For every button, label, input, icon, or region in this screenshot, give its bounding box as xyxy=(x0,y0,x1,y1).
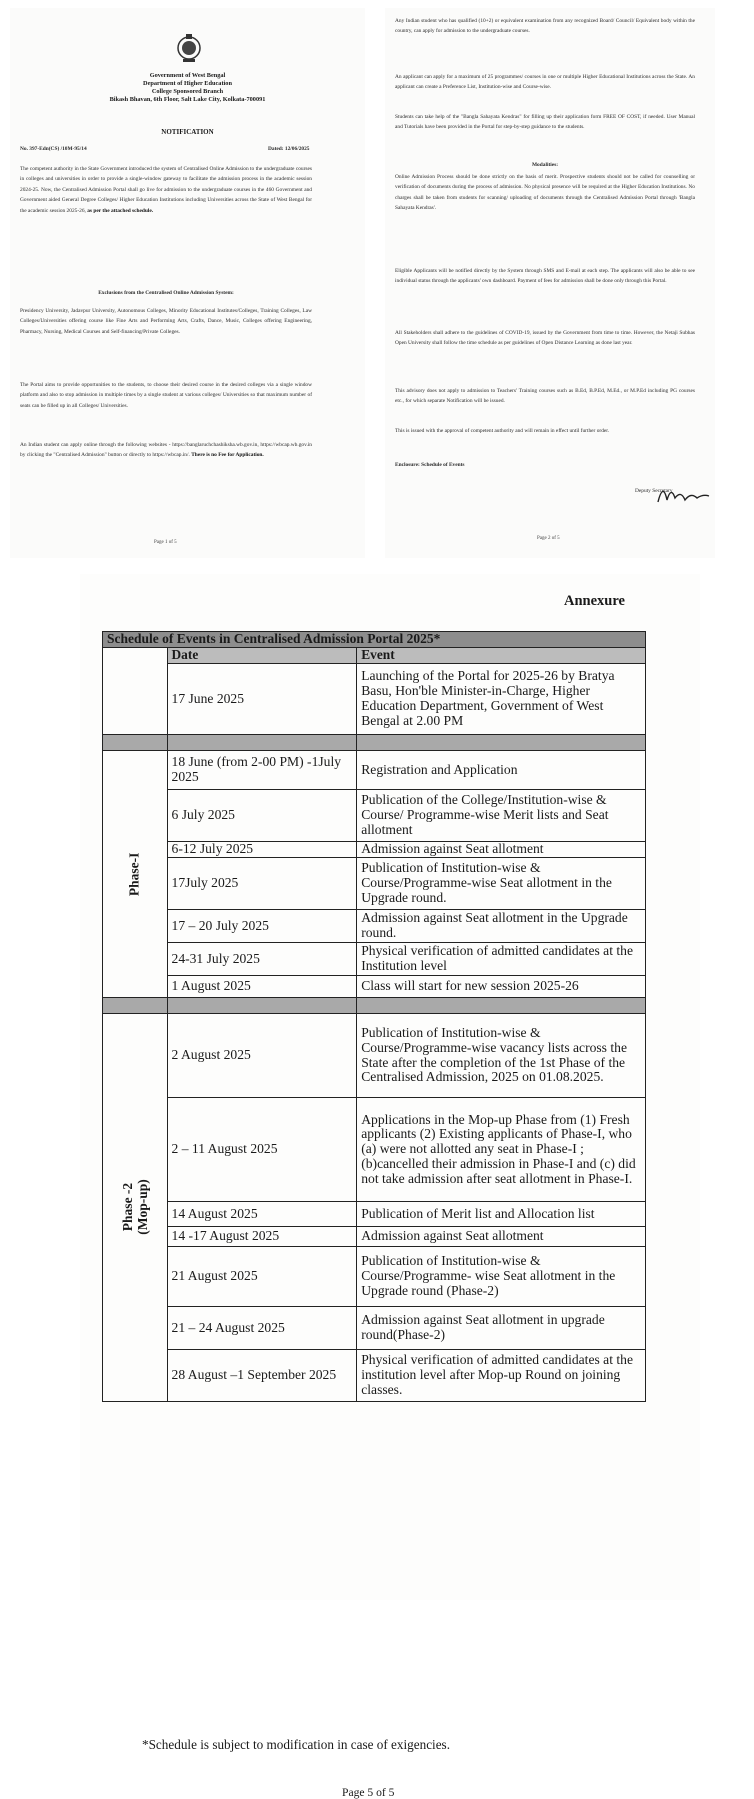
phase-1-label-cell xyxy=(103,751,168,998)
phase2-event: Publication of Institution-wise & Course/Programme- wise Seat allotment in the Upgrade round (Phase-2) xyxy=(357,1247,646,1307)
phase-2-label-line-1: Phase -2 xyxy=(119,1182,135,1232)
phase2-date: 2 – 11 August 2025 xyxy=(167,1098,357,1202)
bangla-sahayata-paragraph: Students can take help of the "Bangla Sahayata Kendras" for filling up their application form FREE OF COST, if needed. User Manual and Tutorials have been provided in the Portal for step-by-step guidance to the students. xyxy=(395,114,695,131)
phase2-event: Applications in the Mop-up Phase from (1) Fresh applicants (2) Existing applicants of Phase-I, who (a) were not allotted any seat in Phase-I ; (b)cancelled their admission in Phase-I and (c) did not take admission after seat allotment in Phase-I. xyxy=(357,1098,646,1202)
separator-row xyxy=(103,998,646,1014)
table-row xyxy=(103,790,646,842)
websites-paragraph xyxy=(20,440,312,461)
table-row xyxy=(103,1307,646,1350)
exclusions-heading: Exclusions from the Centralised Online Admission System: xyxy=(98,290,234,296)
schedule-footnote: *Schedule is subject to modification in case of exigencies. xyxy=(142,1737,450,1752)
col-date-header: Date xyxy=(167,648,357,664)
notification-page-2 xyxy=(385,8,715,558)
table-row xyxy=(103,1202,646,1227)
phase2-date: 14 -17 August 2025 xyxy=(167,1227,357,1247)
table-row xyxy=(103,1014,646,1098)
phase-1-label: Phase-I xyxy=(126,852,142,896)
phase1-event: Physical verification of admitted candidates at the Institution level xyxy=(357,943,646,976)
schedule-table xyxy=(102,631,646,1402)
header-blank xyxy=(103,648,168,664)
page-number-2: Page 2 of 5 xyxy=(537,536,560,541)
modalities-heading: Modalities: xyxy=(531,162,559,168)
phase1-event: Admission against Seat allotment xyxy=(357,842,646,858)
header-line-1: Government of West Bengal xyxy=(149,72,226,79)
phase1-event: Admission against Seat allotment in the Upgrade round. xyxy=(357,910,646,943)
header-line-3: College Sponsored Branch xyxy=(151,88,224,95)
portal-aims-paragraph: The Portal aims to provide opportunities to the students, to choose their desired course in the desired colleges via a single window platform and also to stop admission in multiple times by a single student at various colleges/ Universities so that maximum number of seats can be filled up in all Colleges/ Universities. xyxy=(20,382,312,409)
separator-row xyxy=(103,735,646,751)
signatory-title: Deputy Secretary xyxy=(635,488,673,494)
phase2-date: 2 August 2025 xyxy=(167,1014,357,1098)
exclusions-paragraph: Presidency University, Jadavpur University, Autonomous Colleges, Minority Educational Institutes/Colleges, Training Colleges, Law Colleges/Universities offering course like Fine Arts and Performing Arts, Crafts, Dance, Music, Colleges offering Engineering, Pharmacy, Nursing, Medical Courses and Self-financing/Private Colleges. xyxy=(20,308,312,335)
separator-cell xyxy=(167,998,357,1014)
no-fee-text: There is no Fee for Application. xyxy=(191,452,264,459)
table-row xyxy=(103,910,646,943)
phase2-date: 14 August 2025 xyxy=(167,1202,357,1227)
launch-date: 17 June 2025 xyxy=(167,664,357,735)
launch-event: Launching of the Portal for 2025-26 by Bratya Basu, Hon'ble Minister-in-Charge, Higher Education Department, Government of West Bengal at 2.00 PM xyxy=(357,664,646,735)
notification-sms-paragraph: Eligible Applicants will be notified directly by the System through SMS and E-mail at each step. The applicants will also be able to see individual status through the applicants' own dashboard. Payment of fees for admission shall be done only through this Portal. xyxy=(395,268,695,285)
phase-2-label xyxy=(120,1179,150,1235)
phase1-event: Registration and Application xyxy=(357,751,646,790)
paragraph-1-bold: as per the attached schedule. xyxy=(87,207,154,214)
notification-date: Dated: 12/06/2025 xyxy=(268,146,310,152)
separator-cell xyxy=(357,998,646,1014)
memo-number: No. 397-Edn(CS) /10M-95/14 xyxy=(20,146,87,152)
notification-paragraph-1 xyxy=(20,164,312,216)
phase-2-label-line-2: (Mop-up) xyxy=(134,1179,150,1235)
separator-cell xyxy=(103,998,168,1014)
approval-paragraph: This is issued with the approval of competent authority and will remain in effect until further order. xyxy=(395,428,610,434)
phase2-date: 21 – 24 August 2025 xyxy=(167,1307,357,1350)
separator-cell xyxy=(103,735,168,751)
phase1-event: Publication of the College/Institution-wise & Course/ Programme-wise Merit lists and Seat allotment xyxy=(357,790,646,842)
notification-title: NOTIFICATION xyxy=(161,128,214,136)
eligibility-paragraph: Any Indian student who has qualified (10+2) or equivalent examination from any recognized Board/ Council/ Equivalent body within the country, can apply for admission to the undergraduate courses. xyxy=(395,18,695,35)
phase1-date: 17July 2025 xyxy=(167,858,357,910)
table-row xyxy=(103,943,646,976)
separator-cell xyxy=(357,735,646,751)
phase2-event: Publication of Institution-wise & Course/Programme-wise vacancy lists across the State after the completion of the 1st Phase of the Centralised Admission, 2025 on 01.08.2025. xyxy=(357,1014,646,1098)
phase2-event: Admission against Seat allotment xyxy=(357,1227,646,1247)
phase2-date: 21 August 2025 xyxy=(167,1247,357,1307)
blank-cell xyxy=(103,664,168,735)
enclosure-line: Enclosure: Schedule of Events xyxy=(395,462,465,468)
page-number-5: Page 5 of 5 xyxy=(342,1786,395,1799)
table-title-row xyxy=(103,632,646,648)
phase1-date: 24-31 July 2025 xyxy=(167,943,357,976)
table-row xyxy=(103,976,646,998)
phase1-event: Publication of Institution-wise & Course/Programme-wise Seat allotment in the Upgrade round. xyxy=(357,858,646,910)
annexure-label: Annexure xyxy=(564,593,625,609)
teachers-training-paragraph: This advisory does not apply to admission to Teachers' Training courses such as B.Ed, B.P.Ed, M.Ed., or M.P.Ed including PG courses etc., for which separate Notification will be issued. xyxy=(395,388,695,405)
phase1-event: Class will start for new session 2025-26 xyxy=(357,976,646,998)
header-line-4: Bikash Bhavan, 6th Floor, Salt Lake City, Kolkata-700091 xyxy=(109,96,266,103)
websites-text: An Indian student can apply online through the following websites - https://banglaruchchashiksha.wb.gov.in, https://wbcap.wb.gov.in by clicking the "Centralised Admission" button or directly to https://wbcap.in/. xyxy=(20,442,312,459)
table-row xyxy=(103,858,646,910)
table-row xyxy=(103,1227,646,1247)
phase1-date: 17 – 20 July 2025 xyxy=(167,910,357,943)
phase1-date: 6 July 2025 xyxy=(167,790,357,842)
covid-paragraph: All Stakeholders shall adhere to the guidelines of COVID-19, issued by the Government from time to time. However, the Netaji Subhas Open University shall follow the time schedule as per guidelines of Open Distance Learning as done last year. xyxy=(395,330,695,347)
table-row xyxy=(103,842,646,858)
modalities-paragraph: Online Admission Process should be done strictly on the basis of merit. Prospective students should not be called for counselling or verification of documents during the process of admission. No physical presence will be required at the Higher Education Institutions. No charges shall be taken from students for scanning/ uploading of documents through the Centralised Admission Portal through 'Bangla Sahayata Kendras'. xyxy=(395,174,695,212)
table-row xyxy=(103,664,646,735)
max-programmes-paragraph: An applicant can apply for a maximum of 25 programmes/ courses in one or multiple Higher Educational Institutions across the State. An applicant can create a Preference List, Institution-wise and Course-wise. xyxy=(395,74,695,91)
annexure-page xyxy=(80,574,700,1799)
table-header-row xyxy=(103,648,646,664)
phase-2-label-cell xyxy=(103,1014,168,1402)
table-row xyxy=(103,1350,646,1402)
phase1-date: 18 June (from 2-00 PM) -1July 2025 xyxy=(167,751,357,790)
header-line-2: Department of Higher Education xyxy=(143,80,232,87)
table-row xyxy=(103,1098,646,1202)
notification-page-1 xyxy=(10,8,365,558)
phase2-event: Publication of Merit list and Allocation list xyxy=(357,1202,646,1227)
page-number-1: Page 1 of 5 xyxy=(154,540,177,545)
table-title: Schedule of Events in Centralised Admission Portal 2025* xyxy=(103,632,646,648)
table-row xyxy=(103,1247,646,1307)
phase1-date: 1 August 2025 xyxy=(167,976,357,998)
paragraph-1-text: The competent authority in the State Government introduced the system of Centralised Online Admission to the undergraduate courses in colleges and universities in order to provide a single-window gateway to facilitate the admission process in the academic session 2024-25. Now, the Centralised Admission Portal shall go live for admission to the undergraduate courses in the 460 Government and Government aided General Degree Colleges/ Higher Education Institutions including Universities across the State of West Bengal for the academic session 2025-26, xyxy=(20,166,312,214)
phase2-date: 28 August –1 September 2025 xyxy=(167,1350,357,1402)
government-emblem-icon xyxy=(175,32,203,64)
separator-cell xyxy=(167,735,357,751)
col-event-header: Event xyxy=(357,648,646,664)
table-row xyxy=(103,751,646,790)
phase2-event: Admission against Seat allotment in upgrade round(Phase-2) xyxy=(357,1307,646,1350)
phase1-date: 6-12 July 2025 xyxy=(167,842,357,858)
phase2-event: Physical verification of admitted candidates at the institution level after Mop-up Round on joining classes. xyxy=(357,1350,646,1402)
